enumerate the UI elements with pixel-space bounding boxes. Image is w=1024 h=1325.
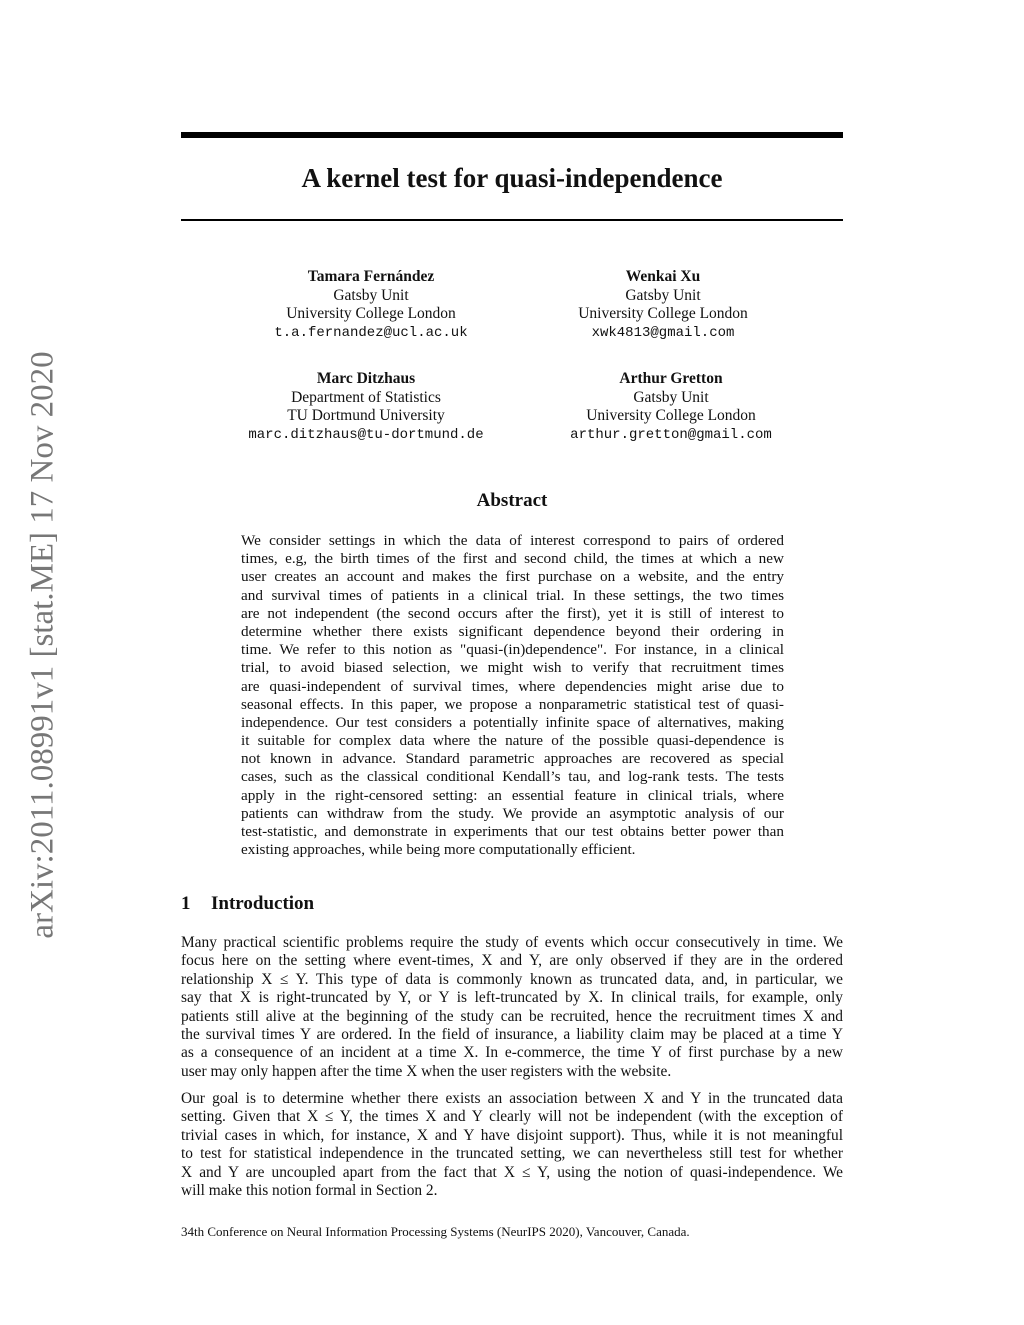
abstract-heading: Abstract: [476, 490, 548, 511]
text-line: focus here on the setting where event-times, X and Y, are only observed if they are in the ordered: [181, 952, 843, 970]
author-affiliation: Gatsby Unit: [625, 286, 701, 304]
text-line: and survival times of patients in a clinical trial. In these settings, the two times: [241, 586, 784, 604]
author-name: Tamara Fernández: [307, 268, 435, 285]
text-line: Many practical scientific problems require the study of events which occur consecutively in time. We: [181, 934, 843, 951]
text-line: patients still alive at the beginning of the study can be recruited, hence the recruitment times X and: [181, 1007, 843, 1025]
author-affiliation: Department of Statistics: [291, 388, 441, 406]
text-line: as a consequence of an incident at a time X. In e-commerce, the time Y of first purchase by a new: [181, 1044, 843, 1062]
author-affiliation: University College London: [578, 305, 748, 322]
title-rule-top: [181, 132, 843, 138]
text-line: say that X is right-truncated by Y, or Y is left-truncated by X. In clinical trails, for example, only: [181, 989, 843, 1007]
author-name: Wenkai Xu: [625, 268, 701, 285]
text-line: cases, such as the classical conditional Kendall’s tau, and log-rank tests. The tests: [241, 768, 784, 786]
text-line: Our goal is to determine whether there exists an association between X and Y in the truncated data: [181, 1090, 843, 1107]
text-line: patients can withdraw from the study. We provide an asymptotic analysis of our: [241, 804, 784, 822]
section-number: 1: [181, 893, 191, 914]
intro-paragraph-1: [181, 934, 843, 1081]
text-line: not known in advance. Standard parametric approaches are recovered as special: [241, 750, 784, 768]
text-line: determine whether there exists significant dependence beyond their ordering in: [241, 622, 784, 640]
author-affiliation: TU Dortmund University: [287, 407, 445, 424]
conference-footnote: 34th Conference on Neural Information Processing Systems (NeurIPS 2020), Vancouver, Canada.: [181, 1224, 690, 1239]
title-rule-bottom: [181, 219, 843, 221]
text-line: time. We refer to this notion as "quasi-(in)dependence". For instance, in a clinical: [241, 641, 784, 659]
author-affiliation: University College London: [586, 407, 756, 424]
text-line: apply in the right-censored setting: an essential feature in clinical trials, where: [241, 786, 784, 804]
section-title: Introduction: [211, 893, 315, 914]
arxiv-stamp: arXiv:2011.08991v1 [stat.ME] 17 Nov 2020: [24, 351, 61, 939]
author-block: [201, 370, 531, 444]
abstract-body: [241, 532, 784, 859]
text-line: relationship X ≤ Y. This type of data is commonly known as truncated data, and, in particular, we: [181, 970, 843, 988]
text-line: the survival times Y are ordered. In the field of insurance, a liability claim may be placed at a time Y: [181, 1025, 843, 1043]
text-line: We consider settings in which the data of interest correspond to pairs of ordered: [241, 532, 784, 549]
text-line: are not independent (the second occurs after the first), yet it is still of interest to: [241, 604, 784, 622]
text-line: seasonal effects. In this paper, we propose a nonparametric statistical test of quasi-: [241, 695, 784, 713]
author-email[interactable]: xwk4813@gmail.com: [591, 324, 735, 341]
author-email[interactable]: marc.ditzhaus@tu-dortmund.de: [248, 426, 484, 443]
text-line: trivial cases in which, for instance, X and Y have disjoint support). Thus, while it is not meaningful: [181, 1126, 843, 1144]
intro-paragraph-2: [181, 1090, 843, 1200]
author-name: Arthur Gretton: [619, 370, 723, 387]
author-block: [206, 268, 536, 342]
text-line: user creates an account and makes the first purchase on a website, and the entry: [241, 568, 784, 586]
author-affiliation: University College London: [286, 305, 456, 322]
author-block: [506, 370, 836, 444]
text-line: setting. Given that X ≤ Y, the times X and Y clearly will not be independent (with the exception of: [181, 1108, 843, 1126]
text-line: are quasi-independent of survival times, where dependencies might arise due to: [241, 677, 784, 695]
text-line: trial, to avoid biased selection, we might wish to verify that recruitment times: [241, 659, 784, 677]
text-line: will make this notion formal in Section 2.: [181, 1181, 438, 1199]
text-line: user may only happen after the time X when the user registers with the website.: [181, 1062, 672, 1080]
text-line: to test for statistical independence in the truncated setting, we can nevertheless still test for whether: [181, 1145, 843, 1163]
author-affiliation: Gatsby Unit: [333, 286, 409, 304]
paper-title: A kernel test for quasi-independence: [301, 163, 723, 193]
text-line: it suitable for complex data where the nature of the possible quasi-dependence is: [241, 732, 784, 750]
author-name: Marc Ditzhaus: [316, 370, 416, 387]
author-affiliation: Gatsby Unit: [633, 388, 709, 406]
author-email[interactable]: t.a.fernandez@ucl.ac.uk: [274, 324, 468, 341]
text-line: test-statistic, and demonstrate in experiments that our test obtains better power than: [241, 823, 784, 840]
text-line: times, e.g, the birth times of the first and second child, the times at which a new: [241, 550, 784, 568]
text-line: X and Y are uncoupled apart from the fact that X ≤ Y, using the notion of quasi-independence. We: [181, 1163, 843, 1181]
text-line: independence. Our test considers a potentially infinite space of alternatives, making: [241, 713, 784, 731]
author-email[interactable]: arthur.gretton@gmail.com: [570, 426, 772, 443]
section-heading: [181, 893, 314, 915]
author-block: [498, 268, 828, 342]
text-line: existing approaches, while being more computationally efficient.: [241, 841, 636, 859]
